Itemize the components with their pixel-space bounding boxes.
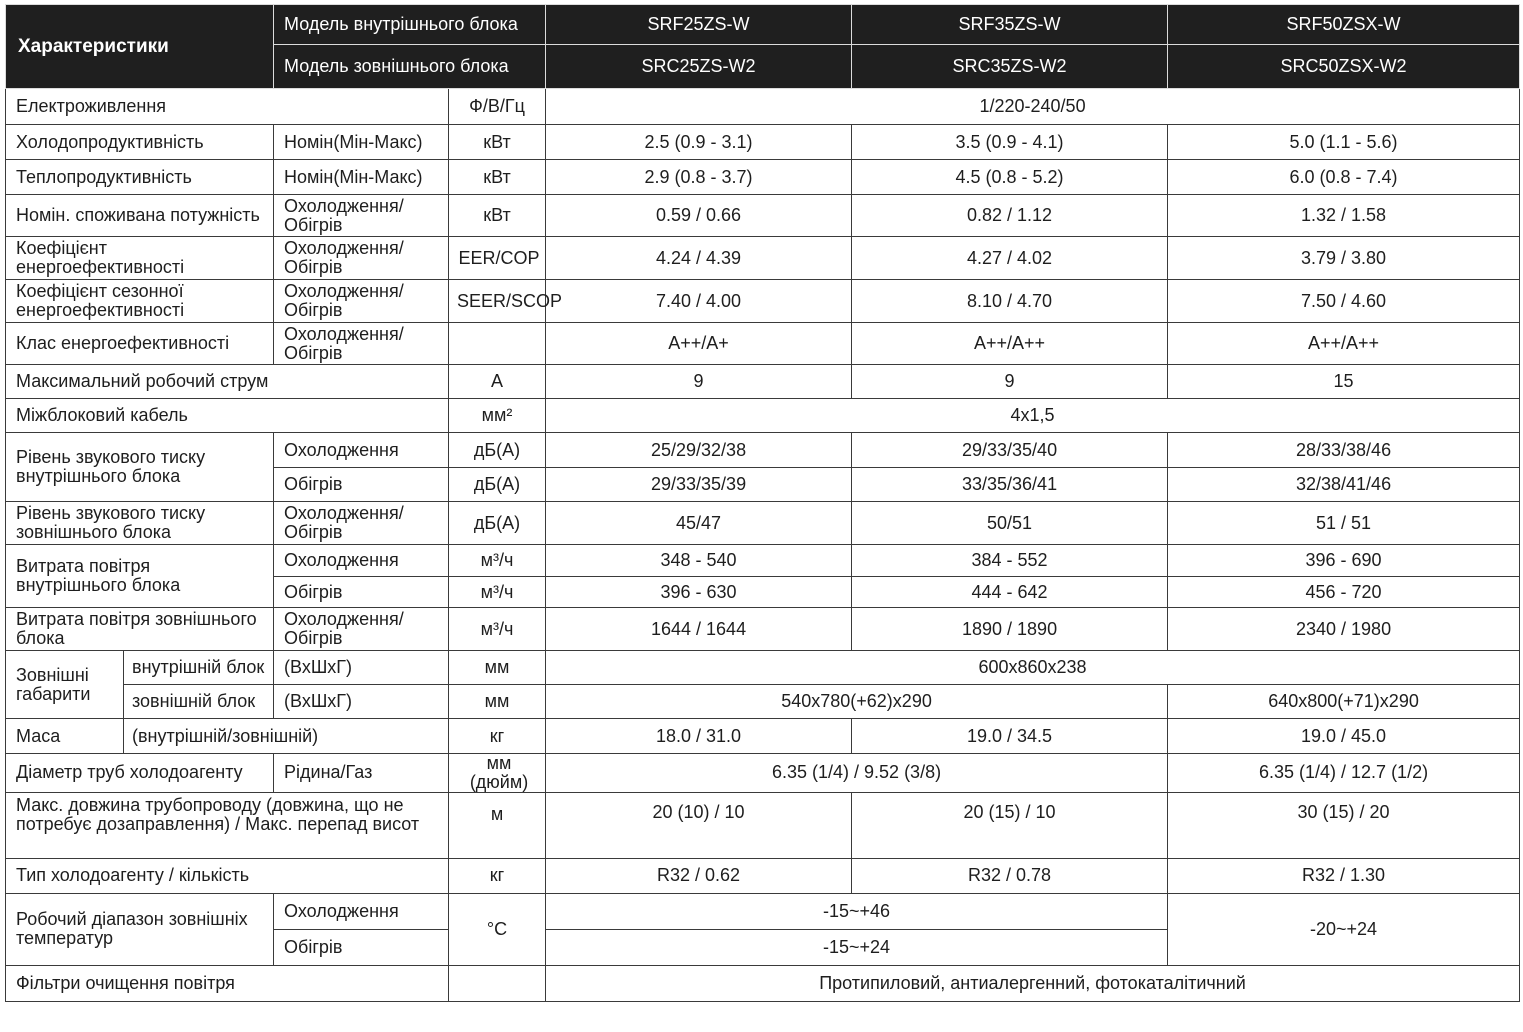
indoor-airflow-cooling-3: 396 - 690: [1168, 545, 1520, 577]
refrigerant-3: R32 / 1.30: [1168, 858, 1520, 893]
dimensions-outdoor-value-3: 640x800(+71)x290: [1168, 685, 1520, 719]
header-title: Характеристики: [6, 5, 274, 89]
indoor-noise-label: Рівень звукового тиску внутрішнього блока: [6, 433, 274, 502]
table-row: [6, 399, 1520, 433]
cooling-capacity-label: Холодопродуктивність: [6, 125, 274, 160]
outdoor-airflow-sub: Охолодження/ Обігрів: [274, 608, 449, 651]
outdoor-airflow-2: 1890 / 1890: [852, 608, 1168, 651]
power-value: 1/220-240/50: [546, 89, 1520, 125]
table-row: [6, 502, 1520, 545]
table-row: [6, 792, 1520, 858]
pipe-diameter-sub: Рідина/Газ: [274, 754, 449, 793]
specifications-table: [5, 4, 1520, 1002]
operating-range-label: Робочий діапазон зовнішніх температур: [6, 893, 274, 965]
efficiency-unit: EER/COP: [449, 237, 546, 280]
refrigerant-label: Тип холодоагенту / кількість: [6, 858, 449, 893]
dimensions-indoor-part: внутрішній блок: [124, 651, 274, 685]
dimensions-indoor-unit: мм: [449, 651, 546, 685]
power-input-1: 0.59 / 0.66: [546, 195, 852, 237]
operating-range-unit: °С: [449, 893, 546, 965]
power-unit: Ф/В/Гц: [449, 89, 546, 125]
pipe-diameter-value-12: 6.35 (1/4) / 9.52 (3/8): [546, 754, 1168, 793]
outdoor-model-label: Модель зовнішнього блока: [274, 45, 546, 89]
indoor-noise-cooling-sub: Охолодження: [274, 433, 449, 468]
power-input-sub: Охолодження/ Обігрів: [274, 195, 449, 237]
dimensions-outdoor-part: зовнішній блок: [124, 685, 274, 719]
seasonal-efficiency-1: 7.40 / 4.00: [546, 280, 852, 323]
mass-unit: кг: [449, 719, 546, 754]
energy-class-1: A++/A+: [546, 323, 852, 365]
outdoor-noise-1: 45/47: [546, 502, 852, 545]
operating-range-cooling-sub: Охолодження: [274, 893, 449, 929]
indoor-airflow-cooling-unit: м³/ч: [449, 545, 546, 577]
refrigerant-1: R32 / 0.62: [546, 858, 852, 893]
outdoor-airflow-unit: м³/ч: [449, 608, 546, 651]
max-current-2: 9: [852, 365, 1168, 399]
cooling-capacity-sub: Номін(Мін-Макс): [274, 125, 449, 160]
table-row: [6, 125, 1520, 160]
table-row: [6, 893, 1520, 929]
outdoor-airflow-1: 1644 / 1644: [546, 608, 852, 651]
indoor-airflow-cooling-1: 348 - 540: [546, 545, 852, 577]
energy-class-2: A++/A++: [852, 323, 1168, 365]
power-input-3: 1.32 / 1.58: [1168, 195, 1520, 237]
indoor-airflow-heating-2: 444 - 642: [852, 577, 1168, 608]
refrigerant-unit: кг: [449, 858, 546, 893]
seasonal-efficiency-3: 7.50 / 4.60: [1168, 280, 1520, 323]
indoor-airflow-heating-1: 396 - 630: [546, 577, 852, 608]
efficiency-sub: Охолодження/ Обігрів: [274, 237, 449, 280]
energy-class-3: A++/A++: [1168, 323, 1520, 365]
table-row: [6, 651, 1520, 685]
heating-capacity-unit: кВт: [449, 160, 546, 195]
pipe-length-label: Макс. довжина трубопроводу (довжина, що не потребує дозаправлення) / Макс. перепад висот: [6, 792, 449, 858]
mass-label: Маса: [6, 719, 124, 754]
pipe-length-unit: м: [449, 792, 546, 858]
max-current-label: Максимальний робочий струм: [6, 365, 449, 399]
heating-capacity-3: 6.0 (0.8 - 7.4): [1168, 160, 1520, 195]
power-input-unit: кВт: [449, 195, 546, 237]
table-row: [6, 965, 1520, 1001]
power-input-2: 0.82 / 1.12: [852, 195, 1168, 237]
outdoor-airflow-3: 2340 / 1980: [1168, 608, 1520, 651]
table-row: [6, 608, 1520, 651]
indoor-noise-cooling-1: 25/29/32/38: [546, 433, 852, 468]
heating-capacity-2: 4.5 (0.8 - 5.2): [852, 160, 1168, 195]
efficiency-label: Коефіцієнт енергоефективності: [6, 237, 274, 280]
outdoor-noise-2: 50/51: [852, 502, 1168, 545]
cooling-capacity-1: 2.5 (0.9 - 3.1): [546, 125, 852, 160]
outdoor-model-1: SRC25ZS-W2: [546, 45, 852, 89]
mass-1: 18.0 / 31.0: [546, 719, 852, 754]
indoor-noise-cooling-3: 28/33/38/46: [1168, 433, 1520, 468]
table-row: [6, 195, 1520, 237]
indoor-noise-cooling-unit: дБ(А): [449, 433, 546, 468]
seasonal-efficiency-unit: SEER/SCOP: [449, 280, 546, 323]
outdoor-model-3: SRC50ZSX-W2: [1168, 45, 1520, 89]
max-current-1: 9: [546, 365, 852, 399]
pipe-length-1: 20 (10) / 10: [546, 792, 852, 858]
heating-capacity-1: 2.9 (0.8 - 3.7): [546, 160, 852, 195]
indoor-model-2: SRF35ZS-W: [852, 5, 1168, 45]
outdoor-noise-unit: дБ(А): [449, 502, 546, 545]
power-label: Електроживлення: [6, 89, 449, 125]
dimensions-outdoor-unit: мм: [449, 685, 546, 719]
seasonal-efficiency-2: 8.10 / 4.70: [852, 280, 1168, 323]
dimensions-indoor-sub: (ВхШхГ): [274, 651, 449, 685]
max-current-unit: А: [449, 365, 546, 399]
filters-value: Протипиловий, антиалергенний, фотокаталітичний: [546, 965, 1520, 1001]
table-row: [6, 323, 1520, 365]
cooling-capacity-2: 3.5 (0.9 - 4.1): [852, 125, 1168, 160]
pipe-diameter-value-3: 6.35 (1/4) / 12.7 (1/2): [1168, 754, 1520, 793]
table-row: [6, 280, 1520, 323]
filters-unit: [449, 965, 546, 1001]
cable-label: Міжблоковий кабель: [6, 399, 449, 433]
table-row: [6, 365, 1520, 399]
indoor-airflow-heating-unit: м³/ч: [449, 577, 546, 608]
pipe-length-3: 30 (15) / 20: [1168, 792, 1520, 858]
indoor-airflow-heating-sub: Обігрів: [274, 577, 449, 608]
mass-2: 19.0 / 34.5: [852, 719, 1168, 754]
energy-class-label: Клас енергоефективності: [6, 323, 274, 365]
indoor-airflow-cooling-2: 384 - 552: [852, 545, 1168, 577]
outdoor-model-2: SRC35ZS-W2: [852, 45, 1168, 89]
outdoor-noise-label: Рівень звукового тиску зовнішнього блока: [6, 502, 274, 545]
indoor-noise-heating-2: 33/35/36/41: [852, 468, 1168, 502]
indoor-noise-heating-1: 29/33/35/39: [546, 468, 852, 502]
operating-range-cooling-12: -15~+46: [546, 893, 1168, 929]
cooling-capacity-unit: кВт: [449, 125, 546, 160]
table-row: [6, 237, 1520, 280]
table-row: [6, 160, 1520, 195]
dimensions-label: Зовнішні габарити: [6, 651, 124, 719]
table-row: [6, 858, 1520, 893]
dimensions-outdoor-value-12: 540x780(+62)x290: [546, 685, 1168, 719]
heating-capacity-sub: Номін(Мін-Макс): [274, 160, 449, 195]
indoor-noise-heating-sub: Обігрів: [274, 468, 449, 502]
refrigerant-2: R32 / 0.78: [852, 858, 1168, 893]
indoor-model-1: SRF25ZS-W: [546, 5, 852, 45]
table-row: [6, 89, 1520, 125]
pipe-length-2: 20 (15) / 10: [852, 792, 1168, 858]
operating-range-heating-12: -15~+24: [546, 929, 1168, 965]
indoor-noise-heating-unit: дБ(А): [449, 468, 546, 502]
table-row: [6, 685, 1520, 719]
outdoor-noise-sub: Охолодження/ Обігрів: [274, 502, 449, 545]
operating-range-heating-sub: Обігрів: [274, 929, 449, 965]
mass-3: 19.0 / 45.0: [1168, 719, 1520, 754]
outdoor-noise-3: 51 / 51: [1168, 502, 1520, 545]
efficiency-3: 3.79 / 3.80: [1168, 237, 1520, 280]
cable-value: 4x1,5: [546, 399, 1520, 433]
mass-sub: (внутрішній/зовнішній): [124, 719, 449, 754]
cable-unit: мм²: [449, 399, 546, 433]
max-current-3: 15: [1168, 365, 1520, 399]
energy-class-unit: [449, 323, 546, 365]
indoor-model-label: Модель внутрішнього блока: [274, 5, 546, 45]
operating-range-model-3: -20~+24: [1168, 893, 1520, 965]
indoor-airflow-label: Витрата повітря внутрішнього блока: [6, 545, 274, 608]
pipe-diameter-unit: мм (дюйм): [449, 754, 546, 793]
power-input-label: Номін. споживана потужність: [6, 195, 274, 237]
heating-capacity-label: Теплопродуктивність: [6, 160, 274, 195]
indoor-model-3: SRF50ZSX-W: [1168, 5, 1520, 45]
efficiency-1: 4.24 / 4.39: [546, 237, 852, 280]
dimensions-indoor-value: 600x860x238: [546, 651, 1520, 685]
pipe-diameter-label: Діаметр труб холодоагенту: [6, 754, 274, 793]
seasonal-efficiency-label: Коефіцієнт сезонної енергоефективності: [6, 280, 274, 323]
indoor-noise-heating-3: 32/38/41/46: [1168, 468, 1520, 502]
indoor-noise-cooling-2: 29/33/35/40: [852, 433, 1168, 468]
filters-label: Фільтри очищення повітря: [6, 965, 449, 1001]
energy-class-sub: Охолодження/ Обігрів: [274, 323, 449, 365]
cooling-capacity-3: 5.0 (1.1 - 5.6): [1168, 125, 1520, 160]
table-row: [6, 545, 1520, 577]
table-row: [6, 719, 1520, 754]
table-row: [6, 754, 1520, 793]
indoor-airflow-heating-3: 456 - 720: [1168, 577, 1520, 608]
table-row: [6, 433, 1520, 468]
indoor-airflow-cooling-sub: Охолодження: [274, 545, 449, 577]
efficiency-2: 4.27 / 4.02: [852, 237, 1168, 280]
dimensions-outdoor-sub: (ВхШхГ): [274, 685, 449, 719]
seasonal-efficiency-sub: Охолодження/ Обігрів: [274, 280, 449, 323]
outdoor-airflow-label: Витрата повітря зовнішнього блока: [6, 608, 274, 651]
